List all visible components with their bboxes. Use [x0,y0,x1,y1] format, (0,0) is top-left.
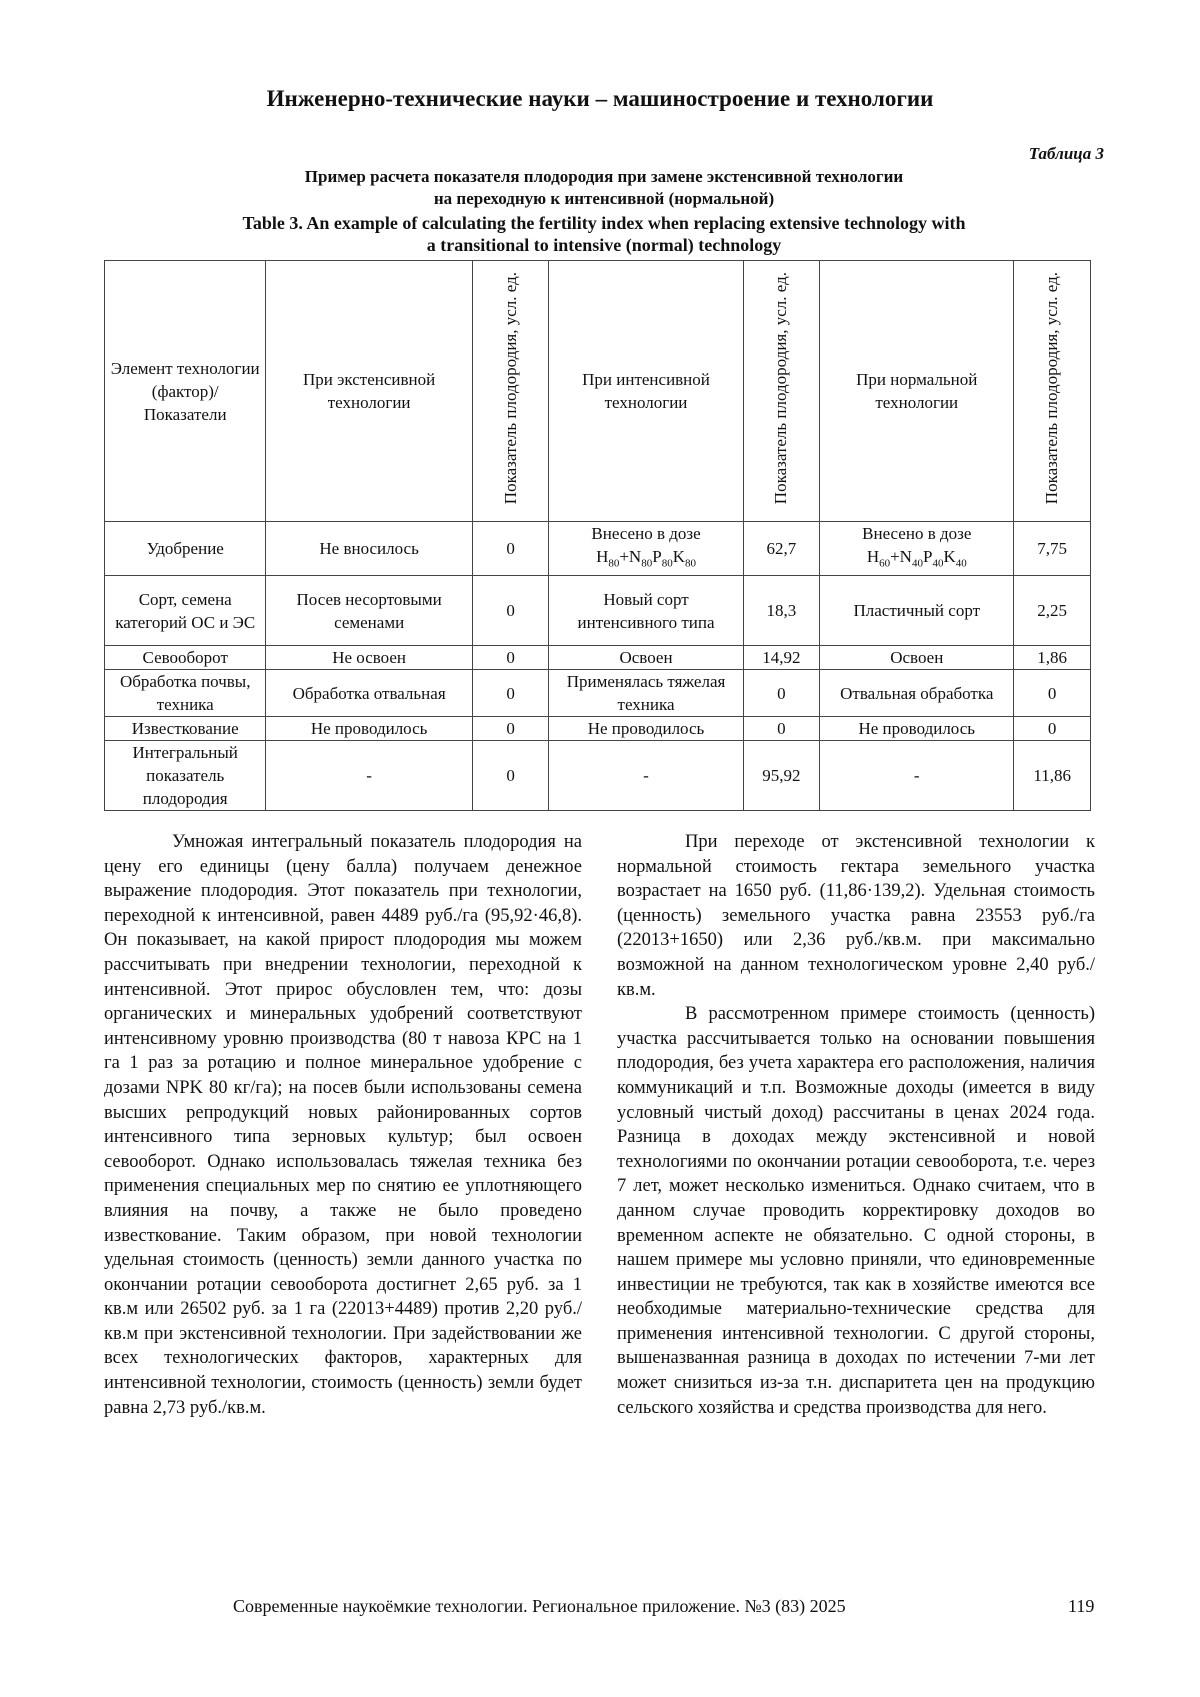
header-element: Элемент технологии (фактор)/ Показатели [105,261,266,522]
cell-normal-index: 0 [1014,717,1091,741]
cell-extensive-index: 0 [472,646,549,670]
page-number: 119 [1068,1596,1095,1616]
cell-element: Интегральный показатель плодородия [105,741,266,811]
dose-p-sub: 80 [661,557,673,570]
journal-name: Современные наукоёмкие технологии. Региональное приложение. №3 (83) 2025 [233,1596,846,1616]
cell-normal-index: 2,25 [1014,576,1091,646]
cell-intensive: Применялась тяжелая техника [549,670,743,717]
body-paragraph: Умножая интегральный показатель плодородия на цену его единицы (цену балла) получаем денежное выражение плодородия. Этот показатель при технологии, переходной к интенсивной, равен 4489 руб./га (95,92·46,8). Он показывает, на какой прирост плодородия мы можем рассчитывать при внедрении технологии, переходной к интенсивной. Этот прирос обусловлен тем, что: дозы органических и минеральных удобрений соответствуют интенсивному уровню производства (80 т навоза КРС на 1 га 1 раз за ротацию и полное минеральное удобрение с дозами NPK 80 кг/га); на посев были использованы семена высших репродукций новых районированных сортов интенсивного типа зерновых культур; был освоен севооборот. Однако использовалась тяжелая техника без применения специальных мер по снятию ее уплотняющего влияния на почву, а также не было проведено известкование. Таким образом, при новой технологии удельная стоимость (ценность) земли данного участка по окончании ротации севооборота достигнет 2,65 руб. за 1 кв.м или 26502 руб. за 1 га (22013+4489) против 2,20 руб./кв.м при экстенсивной технологии. При задействовании же всех технологических факторов, характерных для интенсивной технологии, стоимость (ценность) земли будет равна 2,73 руб./кв.м. [104,832,582,1418]
dose-formula [553,545,738,575]
fertility-table [104,260,1091,811]
cell-intensive-index: 18,3 [743,576,820,646]
cell-extensive: Не освоен [266,646,472,670]
dose-n: +N [890,547,912,566]
table-row [105,576,1091,646]
dose-p: P [922,547,933,566]
cell-element: Сорт, семена категорий ОС и ЭС [105,576,266,646]
running-head: Инженерно-технические науки – машиностроение и технологии [266,86,934,111]
cell-intensive: Новый сорт интенсивного типа [549,576,743,646]
header-intensive: При интенсивной технологии [549,261,743,522]
table-label: Таблица 3 [1028,144,1104,163]
cell-extensive-index: 0 [472,670,549,717]
body-column-left [104,830,582,1420]
cell-extensive: Не вносилось [266,522,472,576]
dose-p: P [652,547,662,566]
caption-ru-line-2: на переходную к интенсивной (нормальной) [433,189,775,208]
cell-intensive-index: 14,92 [743,646,820,670]
cell-intensive: Не проводилось [549,717,743,741]
cell-intensive-index: 62,7 [743,522,820,576]
cell-intensive: Освоен [549,646,743,670]
dose-h-sub: 80 [608,557,620,570]
cell-element: Севооборот [105,646,266,670]
caption-ru-line-1: Пример расчета показателя плодородия при замене экстенсивной технологии [304,167,904,186]
caption-ru [104,166,1104,210]
cell-normal: Не проводилось [820,717,1014,741]
cell-extensive: Обработка отвальная [266,670,472,717]
cell-extensive-index: 0 [472,576,549,646]
dose-k: K [943,547,956,566]
table-row [105,670,1091,717]
cell-normal: Пластичный сорт [820,576,1014,646]
cell-normal: Освоен [820,646,1014,670]
cell-element: Удобрение [105,522,266,576]
caption-en-line-1: Table 3. An example of calculating the fertility index when replacing extensive technology with [242,213,966,233]
dose-h: H [866,547,880,566]
cell-normal-index: 1,86 [1014,646,1091,670]
cell-extensive-index: 0 [472,741,549,811]
cell-normal: Отвальная обработка [820,670,1014,717]
cell-intensive-index: 0 [743,717,820,741]
table-row [105,717,1091,741]
body-column-right [617,830,1095,1420]
table-header-row [105,261,1091,522]
dose-label: Внесено в дозе [591,524,701,543]
dose-k-sub: 80 [684,557,696,570]
dose-k: K [672,547,685,566]
dose-n-sub: 80 [641,557,653,570]
dose-label: Внесено в дозе [862,524,972,543]
body-paragraph: В рассмотренном примере стоимость (ценность) участка рассчитывается только на основании повышения плодородия, без учета характера его расположения, наличия коммуникаций и т.п. Возможные доходы (имеется в виду условный чистый доход) рассчитаны в ценах 2024 года. Разница в доходах между экстенсивной и новой технологиями по окончании ротации севооборота, т.е. через 7 лет, может несколько измениться. Однако считаем, что в данном случае проводить корректировку доходов во временном аспекте не обязательно. С одной стороны, в нашем примере мы условно приняли, что единовременные инвестиции не требуются, так как в хозяйстве имеются все необходимые материально-технические средства для применения интенсивной технологии. С другой стороны, вышеназванная разница в доходах по истечении 7-ми лет может снизиться из-за т.н. диспаритета цен на продукцию сельского хозяйства и средства производства для него. [617,1004,1095,1418]
table-row [105,646,1091,670]
dose-k-sub: 40 [955,557,967,570]
cell-extensive: - [266,741,472,811]
dose-n-sub: 40 [911,557,923,570]
header-index-text: Показатель плодородия, усл. ед. [500,271,520,505]
cell-extensive-index: 0 [472,717,549,741]
header-intensive-index [743,261,820,522]
header-extensive: При экстенсивной технологии [266,261,472,522]
caption-en [104,212,1104,256]
cell-normal-index: 7,75 [1014,522,1091,576]
cell-element: Обработка почвы, техника [105,670,266,717]
cell-normal [820,522,1014,576]
header-normal-index [1014,261,1091,522]
body-paragraph: При переходе от экстенсивной технологии к нормальной стоимость гектара земельного участка возрастает на 1650 руб. (11,86·139,2). Удельная стоимость (ценность) земельного участка равна 23553 руб./га (22013+1650) или 2,36 руб./кв.м. при максимально возможной на данном технологическом уровне 2,40 руб./кв.м. [617,832,1095,1000]
header-index-text: Показатель плодородия, усл. ед. [771,271,791,505]
cell-extensive: Посев несортовыми семенами [266,576,472,646]
cell-element: Известкование [105,717,266,741]
caption-en-line-2: a transitional to intensive (normal) technology [426,235,782,255]
header-extensive-index [472,261,549,522]
cell-intensive [549,522,743,576]
table-row [105,522,1091,576]
dose-n: +N [619,547,642,566]
cell-intensive-index: 95,92 [743,741,820,811]
cell-intensive: - [549,741,743,811]
cell-extensive: Не проводилось [266,717,472,741]
dose-p-sub: 40 [932,557,944,570]
header-normal: При нормальной технологии [820,261,1014,522]
dose-h: H [596,547,609,566]
dose-h-sub: 60 [879,557,891,570]
header-index-text: Показатель плодородия, усл. ед. [1042,271,1062,505]
cell-normal-index: 0 [1014,670,1091,717]
cell-intensive-index: 0 [743,670,820,717]
dose-formula [824,545,1009,575]
cell-normal: - [820,741,1014,811]
cell-normal-index: 11,86 [1014,741,1091,811]
table-row-total [105,741,1091,811]
cell-extensive-index: 0 [472,522,549,576]
